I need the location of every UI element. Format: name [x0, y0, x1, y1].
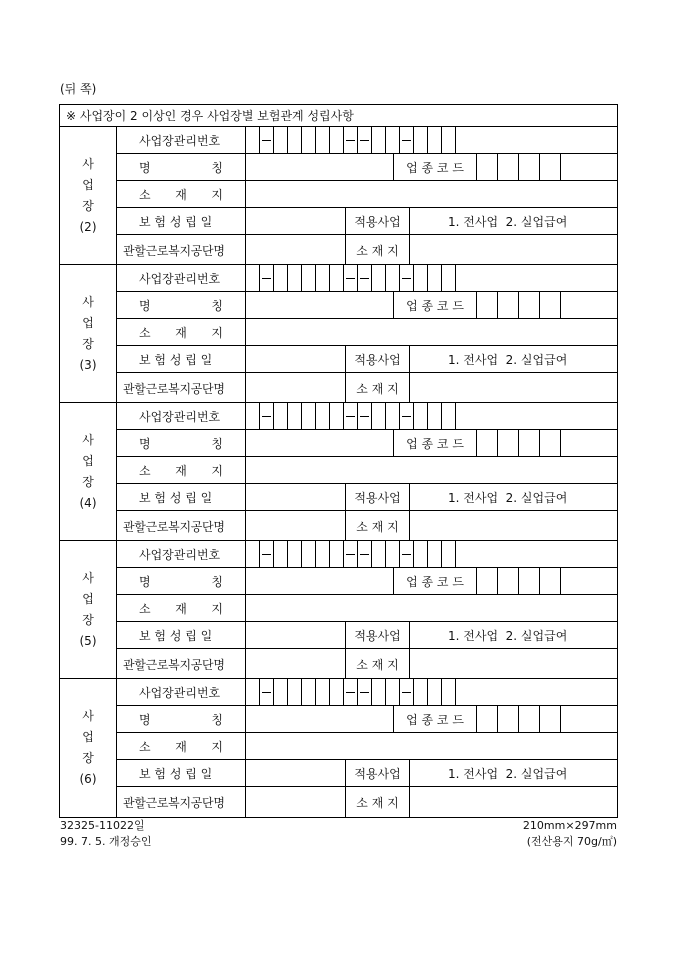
mgmt-number-box[interactable] — [400, 403, 414, 429]
row-office — [117, 511, 617, 541]
location-label-c: 지 — [211, 463, 223, 478]
insurance-date-label: 보 험 성 립 일 — [117, 622, 246, 648]
mgmt-number-label: 사업장관리번호 — [117, 265, 246, 291]
code-box-divider — [518, 430, 519, 456]
mgmt-number-label: 사업장관리번호 — [117, 403, 246, 429]
section-char-3: 장 — [82, 751, 94, 765]
section-label — [60, 265, 117, 402]
insurance-date-label: 보 험 성 립 일 — [117, 346, 246, 372]
mgmt-number-box[interactable] — [246, 127, 260, 153]
insurance-date-label: 보 험 성 립 일 — [117, 208, 246, 234]
apply-business-label: 적용사업 — [345, 760, 409, 786]
code-box-divider — [560, 430, 561, 456]
section-label — [60, 127, 117, 264]
workplace-section — [60, 679, 617, 817]
row-office — [117, 787, 617, 817]
section-char-3: 장 — [82, 474, 94, 489]
location-field[interactable] — [246, 457, 617, 483]
form-code: 32325-11022일 — [60, 819, 145, 832]
industry-code-label: 업 종 코 드 — [393, 706, 476, 732]
mgmt-number-box[interactable] — [288, 679, 302, 705]
row-insurance-date — [117, 484, 617, 511]
location-field[interactable] — [246, 181, 617, 207]
mgmt-number-box[interactable] — [288, 541, 302, 567]
section-char-3: 장 — [82, 198, 94, 213]
insurance-date-field[interactable] — [246, 208, 345, 234]
location-label-c: 지 — [211, 601, 223, 616]
mgmt-number-box[interactable] — [344, 265, 358, 291]
mgmt-number-box[interactable] — [386, 265, 400, 291]
row-mgmt-number — [117, 265, 617, 292]
section-char-2: 업 — [82, 453, 94, 468]
office-location-label: 소 재 지 — [345, 511, 409, 541]
section-char-1: 사 — [82, 294, 94, 309]
location-field[interactable] — [246, 595, 617, 621]
mgmt-number-box[interactable] — [386, 403, 400, 429]
mgmt-number-box[interactable] — [288, 403, 302, 429]
office-location-field[interactable] — [409, 649, 617, 679]
row-name — [117, 706, 617, 733]
mgmt-number-label: 사업장관리번호 — [117, 127, 246, 153]
mgmt-number-box[interactable] — [400, 127, 414, 153]
mgmt-number-box[interactable] — [246, 403, 260, 429]
mgmt-number-box[interactable] — [442, 541, 456, 567]
mgmt-number-box[interactable] — [260, 127, 274, 153]
office-location-field[interactable] — [409, 511, 617, 541]
location-label — [117, 319, 246, 345]
industry-code-label: 업 종 코 드 — [393, 292, 476, 318]
office-name-label: 관할근로복지공단명 — [117, 649, 246, 679]
row-office — [117, 235, 617, 265]
mgmt-number-box[interactable] — [386, 127, 400, 153]
mgmt-number-box[interactable] — [372, 403, 386, 429]
section-char-3: 장 — [82, 336, 94, 351]
industry-code-label: 업 종 코 드 — [393, 430, 476, 456]
name-label-b: 칭 — [211, 574, 223, 589]
mgmt-number-box[interactable] — [358, 679, 372, 705]
mgmt-number-box[interactable] — [274, 265, 288, 291]
mgmt-number-box[interactable] — [302, 541, 316, 567]
mgmt-number-box[interactable] — [428, 541, 442, 567]
insurance-date-field[interactable] — [246, 484, 345, 510]
mgmt-number-box[interactable] — [288, 127, 302, 153]
name-label-a: 명 — [139, 712, 151, 727]
location-label-b: 재 — [175, 187, 187, 202]
code-box-divider — [539, 292, 540, 318]
apply-business-label: 적용사업 — [345, 346, 409, 372]
mgmt-number-box[interactable] — [372, 541, 386, 567]
office-location-field[interactable] — [409, 235, 617, 265]
workplace-section — [60, 541, 617, 679]
mgmt-number-box[interactable] — [330, 403, 344, 429]
row-location — [117, 319, 617, 346]
office-name-field[interactable] — [246, 511, 345, 541]
form-title: ※ 사업장이 2 이상인 경우 사업장별 보험관계 성립사항 — [60, 105, 617, 127]
name-label-b: 칭 — [211, 712, 223, 727]
row-insurance-date — [117, 760, 617, 787]
section-char-2: 업 — [82, 177, 94, 192]
code-box-divider — [476, 706, 477, 732]
row-name — [117, 568, 617, 595]
mgmt-number-box[interactable] — [344, 403, 358, 429]
code-box-divider — [497, 706, 498, 732]
mgmt-number-box[interactable] — [288, 265, 302, 291]
row-name — [117, 292, 617, 319]
office-name-label: 관할근로복지공단명 — [117, 235, 246, 265]
mgmt-number-box[interactable] — [260, 403, 274, 429]
name-label — [117, 706, 246, 732]
section-number: (2) — [79, 219, 97, 234]
code-box-divider — [518, 292, 519, 318]
mgmt-number-box[interactable] — [316, 127, 330, 153]
code-box-divider — [560, 706, 561, 732]
name-field[interactable] — [246, 568, 393, 594]
row-location — [117, 595, 617, 622]
row-mgmt-number — [117, 127, 617, 154]
office-name-field[interactable] — [246, 373, 345, 403]
row-mgmt-number — [117, 403, 617, 430]
code-box-divider — [476, 292, 477, 318]
mgmt-number-box[interactable] — [260, 541, 274, 567]
name-label — [117, 154, 246, 180]
code-box-divider — [560, 292, 561, 318]
mgmt-number-box[interactable] — [428, 265, 442, 291]
office-name-label: 관할근로복지공단명 — [117, 787, 246, 817]
mgmt-number-box[interactable] — [246, 265, 260, 291]
row-insurance-date — [117, 208, 617, 235]
office-location-label: 소 재 지 — [345, 373, 409, 403]
industry-code-label: 업 종 코 드 — [393, 154, 476, 180]
section-number: (3) — [79, 357, 97, 372]
code-box-divider — [476, 430, 477, 456]
name-field[interactable] — [246, 154, 393, 180]
office-name-label: 관할근로복지공단명 — [117, 373, 246, 403]
row-insurance-date — [117, 346, 617, 373]
code-box-divider — [518, 568, 519, 594]
row-office — [117, 373, 617, 403]
code-box-divider — [539, 706, 540, 732]
code-box-divider — [560, 568, 561, 594]
location-label-a: 소 — [139, 463, 151, 478]
code-box-divider — [539, 154, 540, 180]
location-label-a: 소 — [139, 325, 151, 340]
location-label-a: 소 — [139, 601, 151, 616]
section-char-1: 사 — [82, 432, 94, 447]
location-field[interactable] — [246, 733, 617, 759]
apply-business-label: 적용사업 — [345, 622, 409, 648]
apply-options[interactable]: 1. 전사업 2. 실업급여 — [409, 622, 617, 648]
mgmt-number-box[interactable] — [302, 679, 316, 705]
location-label-b: 재 — [175, 601, 187, 616]
section-char-3: 장 — [82, 612, 94, 627]
row-mgmt-number — [117, 679, 617, 706]
mgmt-number-box[interactable] — [372, 265, 386, 291]
code-box-divider — [539, 568, 540, 594]
code-box-divider — [476, 568, 477, 594]
mgmt-number-box[interactable] — [260, 679, 274, 705]
location-label — [117, 595, 246, 621]
mgmt-number-box[interactable] — [302, 403, 316, 429]
code-box-divider — [518, 154, 519, 180]
row-office — [117, 649, 617, 679]
mgmt-number-box[interactable] — [274, 541, 288, 567]
mgmt-number-box[interactable] — [330, 541, 344, 567]
code-box-divider — [497, 430, 498, 456]
mgmt-number-box[interactable] — [400, 541, 414, 567]
office-name-label: 관할근로복지공단명 — [117, 511, 246, 541]
office-name-field[interactable] — [246, 649, 345, 679]
mgmt-number-label: 사업장관리번호 — [117, 679, 246, 705]
name-label — [117, 292, 246, 318]
section-char-1: 사 — [82, 570, 94, 585]
mgmt-number-box[interactable] — [246, 679, 260, 705]
mgmt-number-box[interactable] — [274, 679, 288, 705]
location-label — [117, 733, 246, 759]
mgmt-number-box[interactable] — [316, 403, 330, 429]
mgmt-number-box[interactable] — [316, 265, 330, 291]
mgmt-number-label: 사업장관리번호 — [117, 541, 246, 567]
workplace-form — [59, 104, 618, 818]
mgmt-number-box[interactable] — [428, 403, 442, 429]
location-label-c: 지 — [211, 325, 223, 340]
name-label-a: 명 — [139, 574, 151, 589]
workplace-section — [60, 265, 617, 403]
location-field[interactable] — [246, 319, 617, 345]
mgmt-number-box[interactable] — [400, 265, 414, 291]
code-box-divider — [518, 706, 519, 732]
location-label-a: 소 — [139, 187, 151, 202]
section-number: (4) — [79, 495, 97, 510]
name-label-a: 명 — [139, 436, 151, 451]
section-number: (6) — [79, 772, 97, 786]
mgmt-number-box[interactable] — [414, 541, 428, 567]
mgmt-number-box[interactable] — [372, 127, 386, 153]
mgmt-number-box[interactable] — [344, 679, 358, 705]
mgmt-number-box[interactable] — [442, 127, 456, 153]
mgmt-number-box[interactable] — [442, 265, 456, 291]
section-number: (5) — [79, 633, 97, 648]
mgmt-number-box[interactable] — [442, 403, 456, 429]
apply-options[interactable]: 1. 전사업 2. 실업급여 — [409, 760, 617, 786]
mgmt-number-box[interactable] — [274, 127, 288, 153]
code-box-divider — [497, 292, 498, 318]
mgmt-number-box[interactable] — [302, 127, 316, 153]
code-box-divider — [497, 154, 498, 180]
section-label — [60, 541, 117, 678]
location-label-a: 소 — [139, 739, 151, 754]
name-label — [117, 568, 246, 594]
mgmt-number-box[interactable] — [400, 679, 414, 705]
mgmt-number-box[interactable] — [358, 403, 372, 429]
mgmt-number-box[interactable] — [260, 265, 274, 291]
workplace-section — [60, 127, 617, 265]
mgmt-number-box[interactable] — [386, 541, 400, 567]
name-field[interactable] — [246, 706, 393, 732]
section-label — [60, 679, 117, 817]
apply-options[interactable]: 1. 전사업 2. 실업급여 — [409, 208, 617, 234]
insurance-date-label: 보 험 성 립 일 — [117, 484, 246, 510]
mgmt-number-box[interactable] — [246, 541, 260, 567]
mgmt-number-box[interactable] — [302, 265, 316, 291]
mgmt-number-box[interactable] — [442, 679, 456, 705]
paper-spec: (전산용지 70g/㎡) — [526, 835, 617, 848]
mgmt-number-box[interactable] — [316, 679, 330, 705]
apply-business-label: 적용사업 — [345, 484, 409, 510]
location-label-c: 지 — [211, 739, 223, 754]
mgmt-number-box[interactable] — [386, 679, 400, 705]
row-insurance-date — [117, 622, 617, 649]
apply-business-label: 적용사업 — [345, 208, 409, 234]
page-side-label: (뒤 쪽) — [60, 82, 97, 96]
mgmt-number-box[interactable] — [414, 403, 428, 429]
name-label-b: 칭 — [211, 160, 223, 175]
row-location — [117, 181, 617, 208]
code-box-divider — [497, 568, 498, 594]
office-name-field[interactable] — [246, 787, 345, 817]
location-label-b: 재 — [175, 739, 187, 754]
mgmt-number-box[interactable] — [274, 403, 288, 429]
mgmt-number-box[interactable] — [344, 541, 358, 567]
location-label-b: 재 — [175, 463, 187, 478]
location-label — [117, 181, 246, 207]
mgmt-number-box[interactable] — [372, 679, 386, 705]
insurance-date-field[interactable] — [246, 346, 345, 372]
row-location — [117, 457, 617, 484]
office-location-label: 소 재 지 — [345, 787, 409, 817]
office-location-field[interactable] — [409, 787, 617, 817]
footer-right — [523, 818, 617, 850]
office-location-field[interactable] — [409, 373, 617, 403]
section-char-2: 업 — [82, 730, 94, 744]
row-mgmt-number — [117, 541, 617, 568]
office-location-label: 소 재 지 — [345, 235, 409, 265]
section-char-2: 업 — [82, 591, 94, 606]
workplace-section — [60, 403, 617, 541]
mgmt-number-box[interactable] — [330, 127, 344, 153]
location-label — [117, 457, 246, 483]
name-label — [117, 430, 246, 456]
name-label-a: 명 — [139, 160, 151, 175]
name-label-b: 칭 — [211, 298, 223, 313]
mgmt-number-box[interactable] — [414, 679, 428, 705]
mgmt-number-box[interactable] — [344, 127, 358, 153]
code-box-divider — [476, 154, 477, 180]
apply-options[interactable]: 1. 전사업 2. 실업급여 — [409, 346, 617, 372]
row-name — [117, 430, 617, 457]
mgmt-number-box[interactable] — [330, 679, 344, 705]
office-location-label: 소 재 지 — [345, 649, 409, 679]
name-field[interactable] — [246, 292, 393, 318]
code-box-divider — [539, 430, 540, 456]
mgmt-number-box[interactable] — [428, 679, 442, 705]
section-char-1: 사 — [82, 156, 94, 171]
row-name — [117, 154, 617, 181]
section-char-2: 업 — [82, 315, 94, 330]
name-label-b: 칭 — [211, 436, 223, 451]
insurance-date-field[interactable] — [246, 622, 345, 648]
mgmt-number-box[interactable] — [414, 127, 428, 153]
mgmt-number-box[interactable] — [358, 541, 372, 567]
name-label-a: 명 — [139, 298, 151, 313]
mgmt-number-box[interactable] — [358, 127, 372, 153]
insurance-date-label: 보 험 성 립 일 — [117, 760, 246, 786]
approval-note: 99. 7. 5. 개정승인 — [60, 835, 152, 848]
mgmt-number-box[interactable] — [316, 541, 330, 567]
industry-code-label: 업 종 코 드 — [393, 568, 476, 594]
location-label-b: 재 — [175, 325, 187, 340]
paper-size: 210mm×297mm — [522, 819, 617, 832]
section-char-1: 사 — [82, 709, 94, 723]
insurance-date-field[interactable] — [246, 760, 345, 786]
mgmt-number-box[interactable] — [358, 265, 372, 291]
apply-options[interactable]: 1. 전사업 2. 실업급여 — [409, 484, 617, 510]
row-location — [117, 733, 617, 760]
mgmt-number-box[interactable] — [428, 127, 442, 153]
location-label-c: 지 — [211, 187, 223, 202]
section-label — [60, 403, 117, 540]
name-field[interactable] — [246, 430, 393, 456]
office-name-field[interactable] — [246, 235, 345, 265]
mgmt-number-box[interactable] — [330, 265, 344, 291]
mgmt-number-box[interactable] — [414, 265, 428, 291]
code-box-divider — [560, 154, 561, 180]
footer-left — [60, 818, 151, 850]
